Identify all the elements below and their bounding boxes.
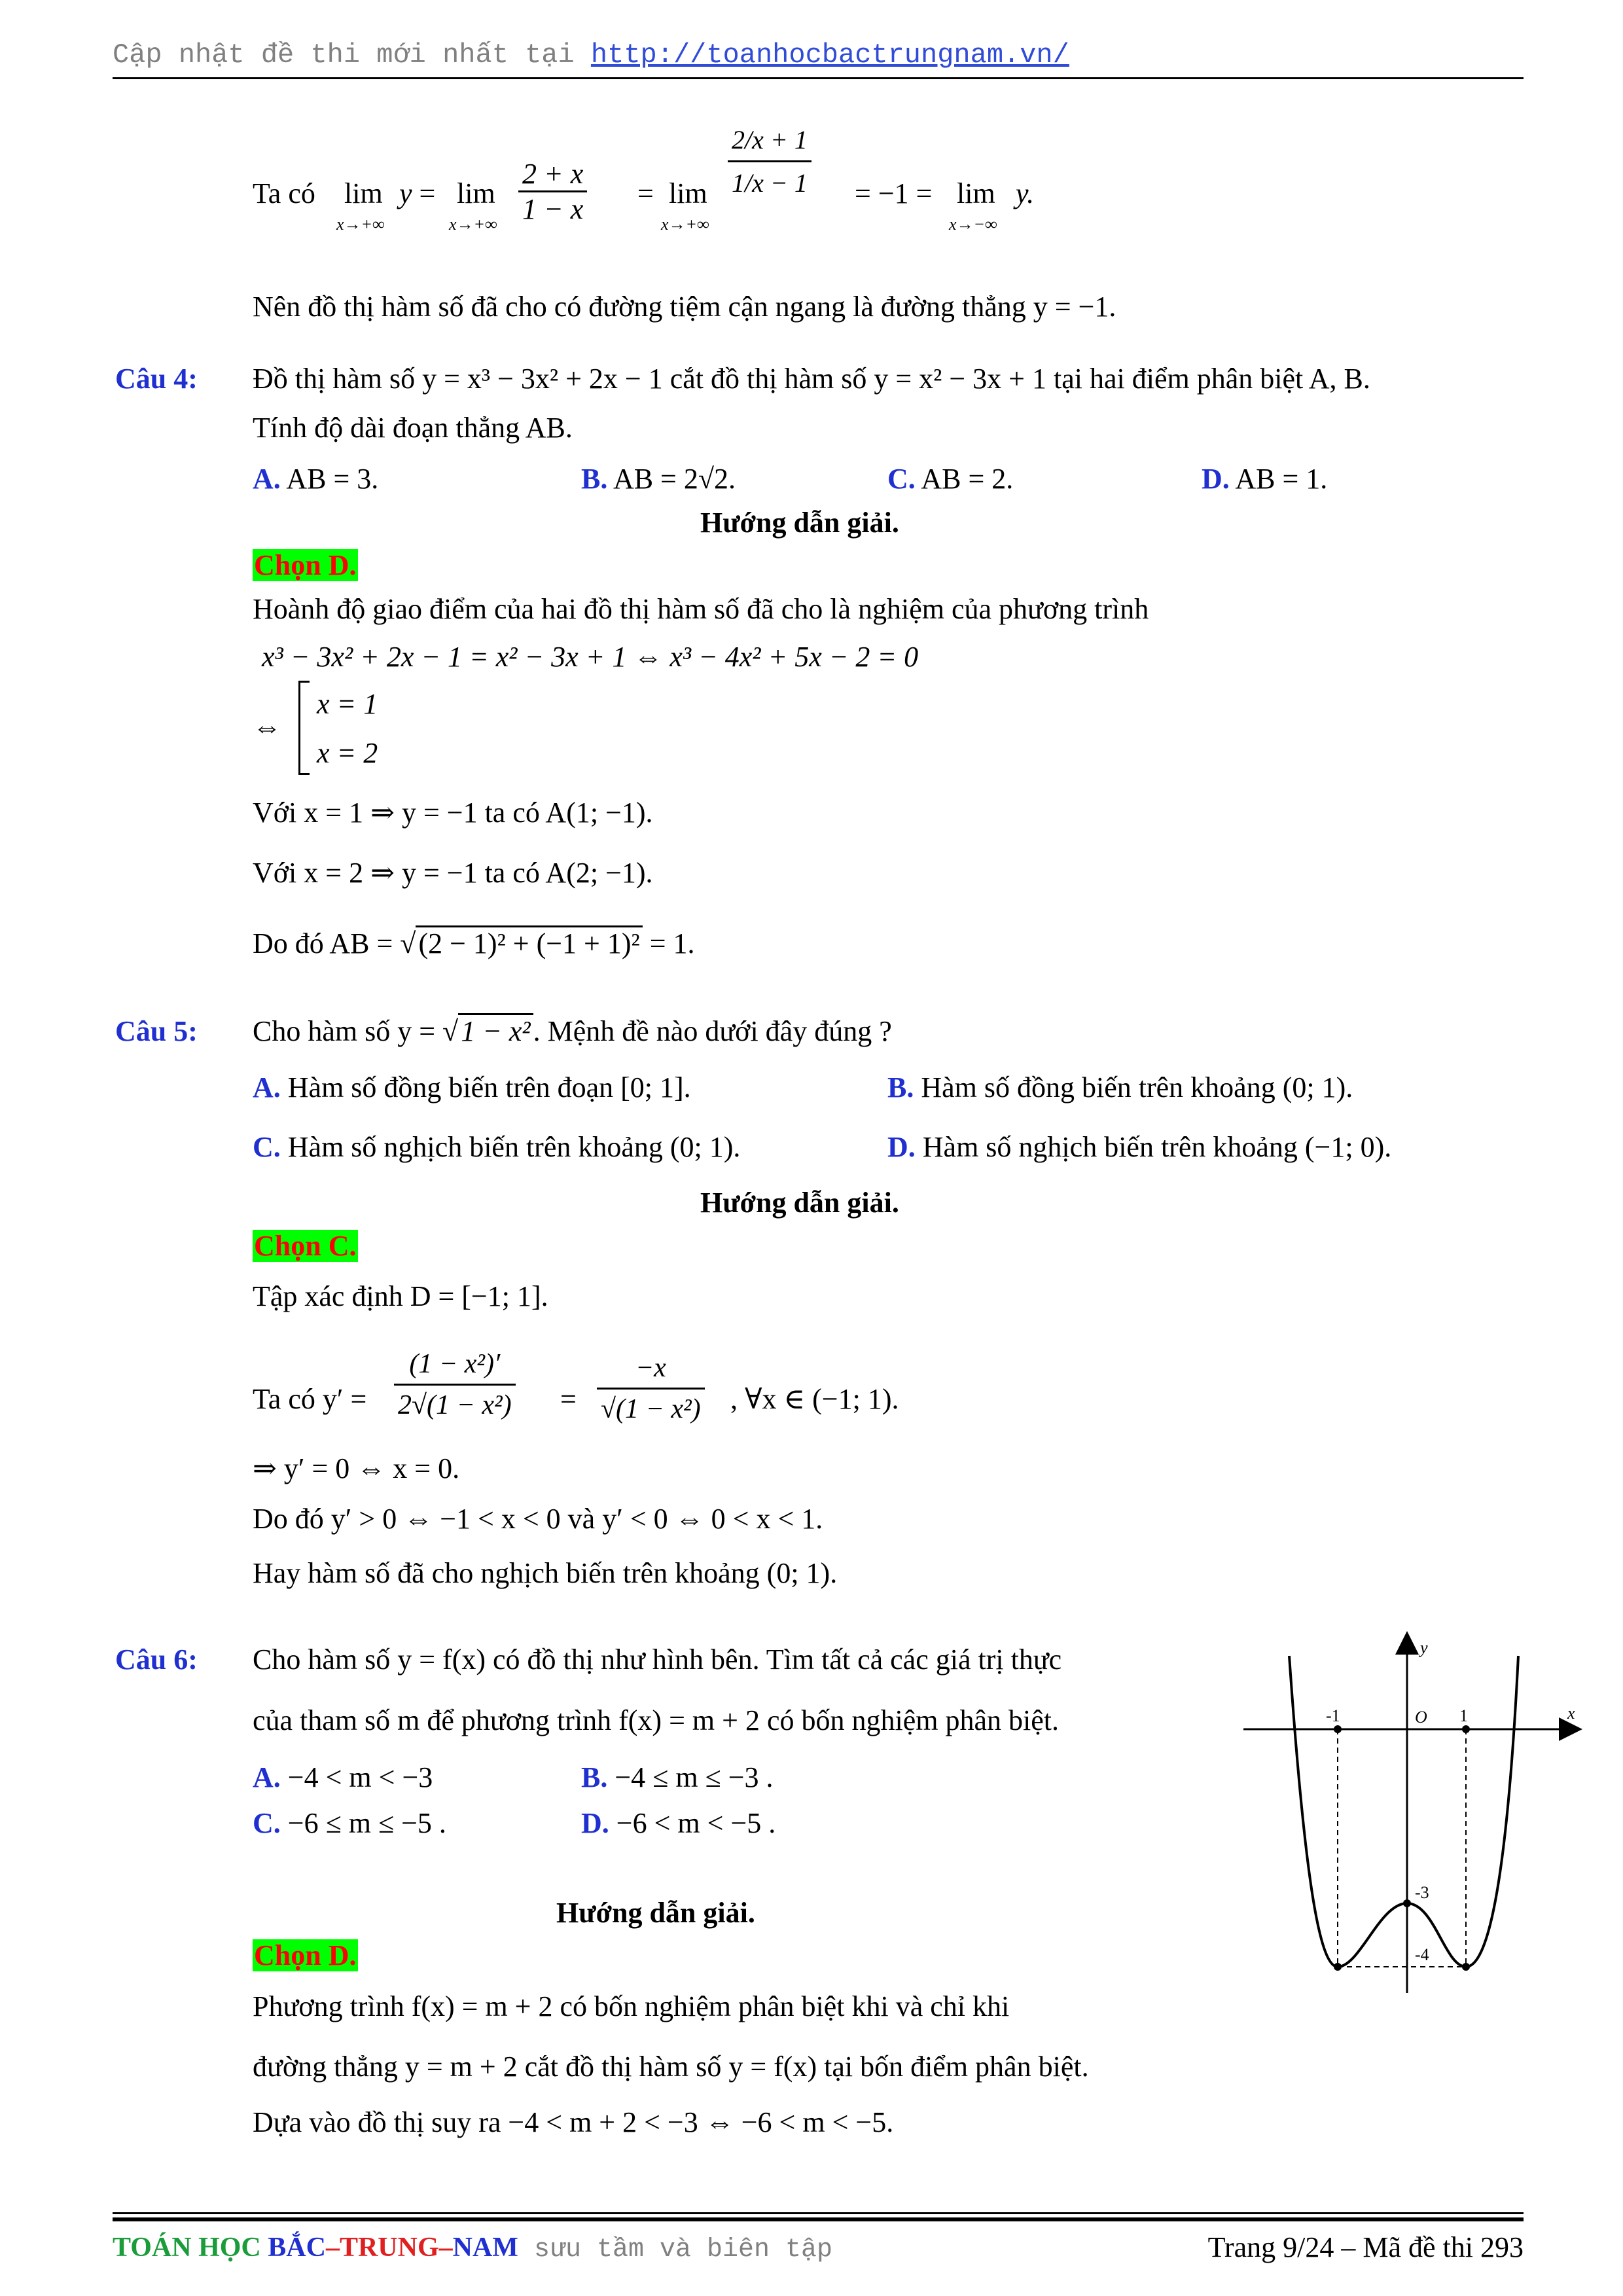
graph-neg1-label: -1 [1326, 1706, 1340, 1725]
q6-step-1: Phương trình f(x) = m + 2 có bốn nghiệm phân biệt khi và chỉ khi [253, 1990, 1010, 2022]
lim-3: lim [669, 177, 707, 209]
q5-option-b[interactable]: B. Hàm số đồng biến trên khoảng (0; 1). [887, 1071, 1353, 1103]
q6-line2: của tham số m để phương trình f(x) = m + 2 có bốn nghiệm phân biệt. [253, 1704, 1059, 1736]
q4-root-2: x = 2 [317, 737, 378, 769]
q6-step-3: Dựa vào đồ thị suy ra −4 < m + 2 < −3 ⇔ −6 < m < −5. [253, 2106, 894, 2138]
q6-step-2: đường thẳng y = m + 2 cắt đồ thị hàm số y = f(x) tại bốn điểm phân biệt. [253, 2051, 1089, 2083]
q5-option-d[interactable]: D. Hàm số nghịch biến trên khoảng (−1; 0). [887, 1131, 1392, 1163]
point-pos1 [1462, 1725, 1470, 1733]
q5-step-4: Do đó y′ > 0 ⇔ −1 < x < 0 và y′ < 0 ⇔ 0 < x < 1. [253, 1503, 823, 1535]
q6-function-graph [1243, 1630, 1584, 1996]
frac-nested: $\frac{2/x + 1}{1/x - 1}$ [728, 124, 812, 198]
graph-pos1-label: 1 [1459, 1706, 1468, 1725]
lim-4: lim [957, 177, 995, 209]
footer-rule-bottom [113, 2217, 1524, 2221]
q5-line1: Cho hàm số y = √1 − x². Mệnh đề nào dưới đây đúng ? [253, 1014, 892, 1048]
q4-step-2: x³ − 3x² + 2x − 1 = x² − 3x + 1 ⇔ x³ − 4x² + 5x − 2 = 0 [262, 641, 919, 673]
q4-label: Câu 4: [115, 363, 198, 395]
point-min-left [1334, 1963, 1342, 1971]
lim-3-sub: x→+∞ [661, 215, 709, 234]
q4-step-5: Do đó AB = √(2 − 1)² + (−1 + 1)² = 1. [253, 927, 695, 960]
q4-step-3: Với x = 1 ⇒ y = −1 ta có A(1; −1). [253, 797, 653, 829]
lim-1: lim [344, 177, 383, 209]
graph-m4-label: -4 [1415, 1945, 1429, 1964]
point-min-right [1462, 1963, 1470, 1971]
q4-equiv: ⇔ [253, 711, 281, 743]
q4-radical: (2 − 1)² + (−1 + 1)² [416, 925, 642, 960]
frac-2-plus-x: $\frac{2 + x}{1 - x}$ [518, 157, 587, 226]
q5-step-3: ⇒ y′ = 0 ⇔ x = 0. [253, 1452, 460, 1484]
q4-option-a[interactable]: A. AB = 3. [253, 463, 379, 495]
q4-chosen: Chọn D. [254, 549, 357, 581]
q4-root-bracket [298, 681, 310, 775]
curve-f [1289, 1656, 1518, 1967]
q4-line2: Tính độ dài đoạn thẳng AB. [253, 412, 573, 444]
point-max [1403, 1899, 1411, 1907]
footer-page-info: Trang 9/24 – Mã đề thi 293 [1207, 2231, 1524, 2263]
page-header [113, 39, 1069, 71]
q5-guide-title: Hướng dẫn giải. [700, 1187, 899, 1219]
ta-co-label: Ta có [253, 177, 315, 209]
q6-option-d[interactable]: D. −6 < m < −5 . [581, 1807, 776, 1839]
q4-option-d[interactable]: D. AB = 1. [1202, 463, 1328, 495]
lim-4-sub: x→−∞ [949, 215, 997, 234]
q4-root-1: x = 1 [317, 688, 378, 720]
q5-chosen: Chọn C. [254, 1230, 357, 1262]
limit-result: = −1 = [855, 177, 933, 209]
graph-m3-label: -3 [1415, 1883, 1429, 1902]
graph-origin-label: O [1415, 1708, 1427, 1727]
point-neg1 [1334, 1725, 1342, 1733]
q5-option-c[interactable]: C. Hàm số nghịch biến trên khoảng (0; 1). [253, 1131, 741, 1163]
q5-step-1: Tập xác định D = [−1; 1]. [253, 1280, 548, 1312]
footer-rule-top [113, 2212, 1524, 2214]
intro-conclusion: Nên đồ thị hàm số đã cho có đường tiệm cận ngang là đường thẳng y = −1. [253, 291, 1116, 323]
q4-guide-title: Hướng dẫn giải. [700, 507, 899, 539]
q4-option-b[interactable]: B. AB = 2√2. [581, 463, 736, 495]
lim-2-sub: x→+∞ [449, 215, 497, 234]
lim-1-sub: x→+∞ [336, 215, 385, 234]
header-prefix: Cập nhật đề thi mới nhất tại [113, 39, 591, 71]
lim-2: lim [457, 177, 495, 209]
q6-chosen: Chọn D. [254, 1939, 357, 1971]
q5-option-a[interactable]: A. Hàm số đồng biến trên đoạn [0; 1]. [253, 1071, 691, 1103]
header-link[interactable]: http://toanhocbactrungnam.vn/ [590, 39, 1069, 71]
q5-label: Câu 5: [115, 1015, 198, 1047]
q6-guide-title: Hướng dẫn giải. [556, 1897, 755, 1929]
q4-step-1: Hoành độ giao điểm của hai đồ thị hàm số đã cho là nghiệm của phương trình [253, 593, 1149, 625]
q6-option-b[interactable]: B. −4 ≤ m ≤ −3 . [581, 1761, 774, 1793]
q4-line1: Đồ thị hàm số y = x³ − 3x² + 2x − 1 cắt đồ thị hàm số y = x² − 3x + 1 tại hai điểm phân biệt A, B. [253, 363, 1370, 395]
q5-step-5: Hay hàm số đã cho nghịch biến trên khoảng (0; 1). [253, 1557, 838, 1589]
header-rule [113, 77, 1524, 79]
q6-label: Câu 6: [115, 1643, 198, 1676]
q6-option-c[interactable]: C. −6 ≤ m ≤ −5 . [253, 1807, 446, 1839]
q4-step-4: Với x = 2 ⇒ y = −1 ta có A(2; −1). [253, 857, 653, 889]
footer-brand: TOÁN HỌC BẮC–TRUNG–NAM sưu tầm và biên tập [113, 2233, 833, 2265]
limit-tail: y. [1016, 177, 1035, 209]
q6-option-a[interactable]: A. −4 < m < −3 [253, 1761, 433, 1793]
graph-y-label: y [1420, 1638, 1428, 1657]
q6-line1: Cho hàm số y = f(x) có đồ thị như hình bên. Tìm tất cả các giá trị thực [253, 1643, 1062, 1676]
graph-x-label: x [1567, 1704, 1575, 1723]
q4-option-c[interactable]: C. AB = 2. [887, 463, 1014, 495]
